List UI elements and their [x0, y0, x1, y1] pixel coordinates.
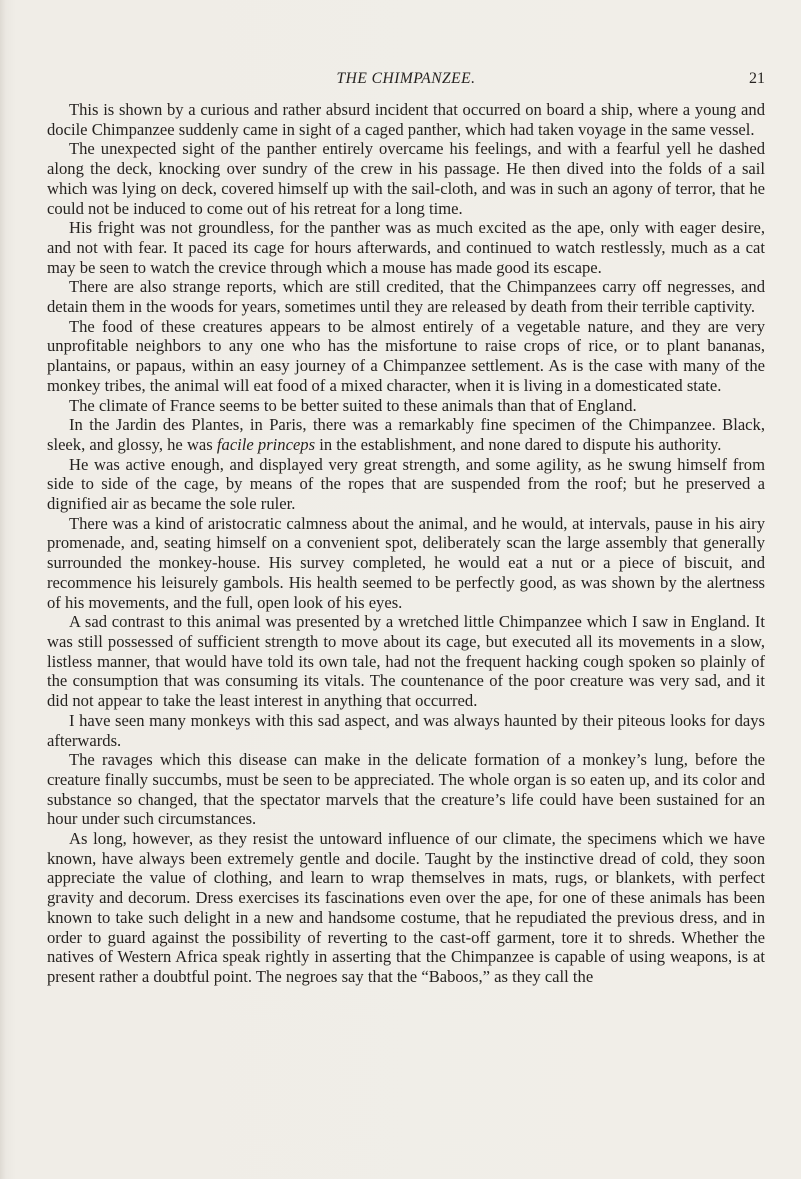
paragraph-11: I have seen many monkeys with this sad aspect, and was always haunted by their piteous looks for days afterwards. [47, 710, 765, 750]
paragraph-5: The food of these creatures appears to be almost entirely of a vegetable nature, and they are very unprofitable neighbors to any one who has the misfortune to raise crops of rice, or to plant bananas, plantains, or papaus, within an easy journey of a Chimpanzee settlement. As is the case with many of the monkey tribes, the animal will eat food of a mixed character, when it is living in a domesticated state. [47, 316, 765, 395]
paragraph-6: The climate of France seems to be better suited to these animals than that of England. [69, 395, 637, 415]
page-header [47, 70, 765, 92]
running-title: THE CHIMPANZEE. [336, 70, 476, 87]
paragraph-7-text-after: in the establishment, and none dared to dispute his authority. [315, 434, 722, 454]
paragraph-7-italic-phrase: facile princeps [216, 434, 316, 454]
paragraph-8: He was active enough, and displayed very great strength, and some agility, as he swung himself from side to side of the cage, by means of the ropes that are suspended from the roof; but he preserved a dignified air as became the sole ruler. [47, 454, 765, 514]
paragraph-7-text-before: In the Jardin des Plantes, in Paris, there was a remarkably fine specimen of the Chimpanzee. Black, sleek, and glossy, he was [47, 415, 765, 454]
body-text [47, 100, 765, 987]
paragraph-2: The unexpected sight of the panther entirely overcame his feelings, and with a fearful yell he dashed along the deck, knocking over sundry of the crew in his passage. He then dived into the folds of a sail which was lying on deck, covered himself up with the sail-cloth, and was in such an agony of terror, that he could not be induced to come out of his retreat for a long time. [47, 139, 765, 218]
paragraph-13: As long, however, as they resist the untoward influence of our climate, the specimens which we have known, have always been extremely gentle and docile. Taught by the instinctive dread of cold, they soon appreciate the value of clothing, and learn to wrap themselves in mats, rugs, or blankets, with perfect gravity and decorum. Dress exercises its fascinations even over the ape, for one of these animals has been known to take such delight in a new and handsome costume, that he repudiated the previous dress, and in order to guard against the possibility of reverting to the cast-off garment, tore it to shreds. Whether the natives of Western Africa speak rightly in asserting that the Chimpanzee is capable of using weapons, is at present rather a doubtful point. The negroes say that the “Baboos,” as they call the [47, 829, 765, 986]
paragraph-4: There are also strange reports, which are still credited, that the Chimpanzees carry off negresses, and detain them in the woods for years, sometimes until they are released by death from their terrible captivity. [47, 277, 765, 317]
page-number: 21 [749, 70, 765, 87]
paragraph-12: The ravages which this disease can make in the delicate formation of a monkey’s lung, before the creature finally succumbs, must be seen to be appreciated. The whole organ is so eaten up, and its color and substance so changed, that the spectator marvels that the creature’s life could have been sustained for an hour under such circumstances. [47, 750, 765, 829]
paragraph-10: A sad contrast to this animal was presented by a wretched little Chimpanzee which I saw in England. It was still possessed of sufficient strength to move about its cage, but executed all its movements in a slow, listless manner, that would have told its own tale, had not the frequent hacking cough spoken so plainly of the consumption that was consuming its vitals. The countenance of the poor creature was very sad, and it did not appear to take the least interest in anything that occurred. [47, 612, 765, 711]
paragraph-9: There was a kind of aristocratic calmness about the animal, and he would, at intervals, pause in his airy promenade, and, seating himself on a convenient spot, deliberately scan the large assembly that generally surrounded the monkey-house. His survey completed, he would eat a nut or a piece of biscuit, and recommence his leisurely gambols. His health seemed to be perfectly good, as was shown by the alertness of his movements, and the full, open look of his eyes. [47, 513, 765, 612]
paragraph-3: His fright was not groundless, for the panther was as much excited as the ape, only with eager desire, and not with fear. It paced its cage for hours afterwards, and continued to watch restlessly, much as a cat may be seen to watch the crevice through which a mouse has made good its escape. [47, 218, 765, 277]
paragraph-1: This is shown by a curious and rather absurd incident that occurred on board a ship, where a young and docile Chimpanzee suddenly came in sight of a caged panther, which had taken voyage in the same vessel. [47, 100, 765, 139]
paragraph-7 [47, 415, 765, 454]
